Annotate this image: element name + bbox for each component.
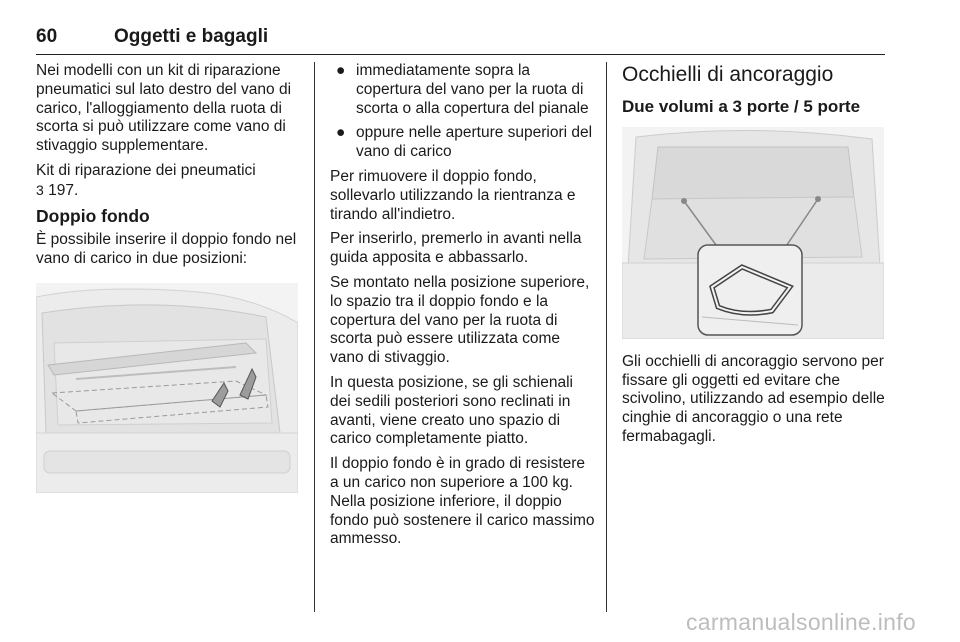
column-right: [622, 62, 890, 453]
paragraph-upper-position: Se montato nella posizione superiore, lo spazio tra il doppio fondo e la copertura del vano per la ruota di scorta può essere utilizzata come vano di stivaggio.: [330, 273, 590, 367]
paragraph-spare-wheel: Nei modelli con un kit di riparazione pneumatici sul lato destro del vano di carico, l'alloggiamento della ruota di scorta si può utilizzare come vano di stivaggio supplementare.: [36, 62, 292, 155]
bullet-icon: ●: [336, 62, 346, 79]
paragraph-remove-floor: Per rimuovere il doppio fondo, sollevarlo utilizzando la rientranza e tirando all'indietro.: [330, 167, 576, 223]
list-item: [330, 124, 595, 162]
page-number: 60: [36, 26, 58, 47]
bullet-icon: ●: [336, 124, 346, 142]
repair-kit-ref-text: Kit di riparazione dei pneumatici: [36, 161, 256, 179]
subsection-heading-hatchback: Due volumi a 3 porte / 5 porte: [622, 97, 861, 116]
paragraph-lashing-eyes: Gli occhielli di ancoraggio servono per fissare gli oggetti ed evitare che scivolino, utilizzando ad esempio delle cinghie di ancoraggio o una rete fermabagagli.: [622, 352, 885, 445]
figure-load-floor-image: [36, 283, 298, 493]
figure-lashing-eyes-image: [622, 127, 884, 339]
page-ref-arrow-icon: 3: [36, 181, 44, 198]
paragraph-load-limit: Il doppio fondo è in grado di resistere a un carico non superiore a 100 kg. Nella posizione inferiore, il doppio fondo può sostenere il carico massimo ammesso.: [330, 455, 595, 548]
floor-position-list: [330, 62, 595, 162]
page-header: [36, 26, 885, 55]
column-divider-right: [606, 62, 607, 612]
chapter-title: Oggetti e bagagli: [114, 26, 269, 47]
watermark-text: carmanualsonline.info: [685, 609, 916, 635]
list-item-text: immediatamente sopra la copertura del vano per la ruota di scorta o alla copertura del pianale: [356, 62, 589, 117]
paragraph-flat-space: In questa posizione, se gli schienali dei sedili posteriori sono reclinati in avanti, viene creato uno spazio di carico completamente piatto.: [330, 373, 573, 448]
list-item-text: oppure nelle aperture superiori del vano di carico: [356, 124, 593, 161]
column-left: [36, 62, 301, 507]
lashing-eyes-illustration: [622, 127, 884, 339]
section-heading-lashing-eyes: Occhielli di ancoraggio: [622, 63, 834, 86]
column-middle: [330, 62, 595, 555]
paragraph-repair-kit-ref: [36, 162, 301, 201]
paragraph-insert-floor: Per inserirlo, premerlo in avanti nella guida apposita e abbassarlo.: [330, 230, 582, 267]
load-floor-illustration: [36, 283, 298, 493]
repair-kit-ref-page[interactable]: 197.: [43, 181, 79, 199]
column-divider-left: [314, 62, 315, 612]
paragraph-double-floor-intro: È possibile inserire il doppio fondo nel vano di carico in due posizioni:: [36, 231, 297, 268]
list-item: [330, 62, 595, 118]
section-heading-double-floor: Doppio fondo: [36, 205, 150, 226]
